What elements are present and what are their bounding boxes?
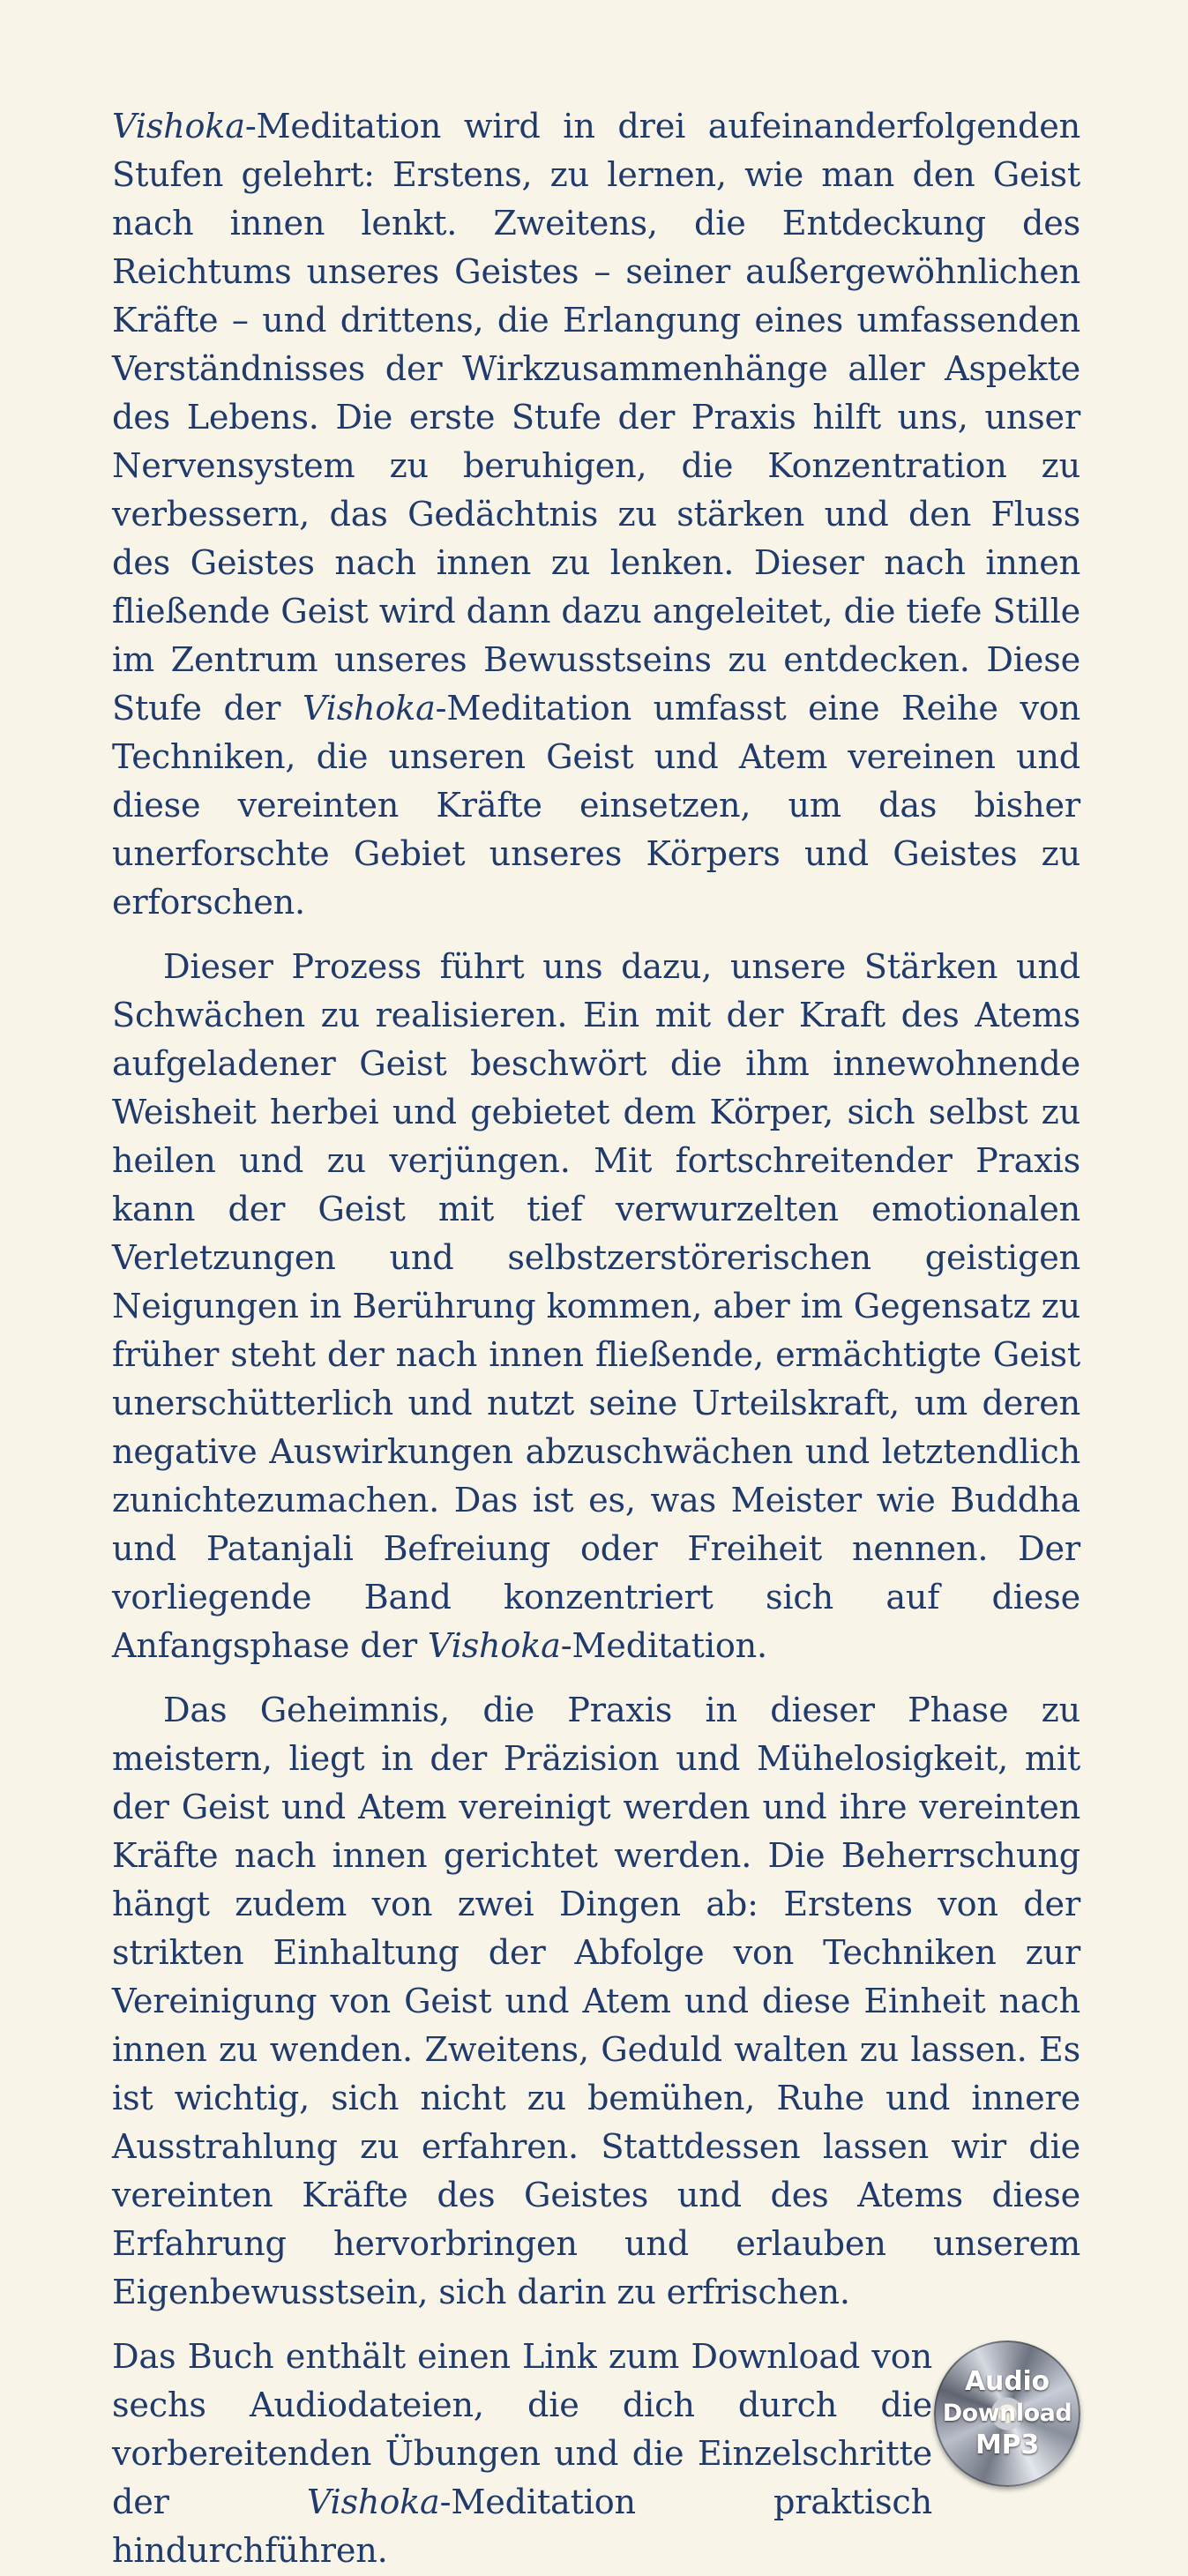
term-vishoka: Vishoka [112, 108, 245, 146]
download-notice [112, 2333, 1080, 2576]
paragraph-3-text: Das Geheimnis, die Praxis in dieser Phase zu meistern, liegt in der Präzision und Mühelosigkeit, mit der Geist und Atem vereinigt werden und ihre vereinten Kräfte nach innen gerichtet werden. Die Beherrschung hängt zudem von zwei Dingen ab: Erstens von der strikten Einhaltung der Abfolge von Techniken zur Vereinigung von Geist und Atem und diese Einheit nach innen zu wenden. Zweitens, Geduld walten zu lassen. Es ist wichtig, sich nicht zu bemühen, Ruhe und innere Ausstrahlung zu erfahren. Stattdessen lassen wir die vereinten Kräfte des Geistes und des Atems diese Erfahrung hervorbringen und erlauben unserem Eigenbewusstsein, sich darin zu erfrischen. [112, 1691, 1080, 2312]
paragraph-4-text: Das Buch enthält einen Link zum Download von sechs Audiodateien, die dich durch die vorbereitenden Übungen und die Einzelschritte der [112, 2338, 932, 2522]
text-page [112, 103, 1080, 2576]
paragraph-1-text: -Meditation wird in drei aufeinanderfolgenden Stufen gelehrt: Erstens, zu lernen, wie man den Geist nach innen lenkt. Zweitens, die Entdeckung des Reichtums unseres Geistes – seiner außergewöhnlichen Kräfte – und drittens, die Erlangung eines umfassenden Verständnisses der Wirkzusammenhänge aller Aspekte des Lebens. Die erste Stufe der Praxis hilft uns, unser Nervensystem zu beruhigen, die Konzentration zu verbessern, das Gedächtnis zu stärken und den Fluss des Geistes nach innen zu lenken. Dieser nach innen fließende Geist wird dann dazu angeleitet, die tiefe Stille im Zentrum unseres Bewusstseins zu entdecken. Diese Stufe der [112, 108, 1080, 728]
paragraph-1 [112, 103, 1080, 928]
paragraph-2 [112, 944, 1080, 1671]
term-vishoka: Vishoka [306, 2483, 440, 2522]
paragraph-3 [112, 1687, 1080, 2318]
audio-download-cd-icon [934, 2341, 1080, 2487]
paragraph-2-text-end: -Meditation. [560, 1627, 767, 1666]
badge-line-download: Download [942, 2400, 1072, 2427]
paragraph-4 [112, 2333, 932, 2576]
term-vishoka: Vishoka [427, 1627, 561, 1666]
paragraph-4-text-end: -Meditation praktisch hindurchführen. [112, 2483, 932, 2571]
term-vishoka: Vishoka [302, 690, 436, 728]
badge-line-audio: Audio [965, 2366, 1050, 2397]
badge-line-mp3: MP3 [975, 2430, 1040, 2460]
paragraph-2-text: Dieser Prozess führt uns dazu, unsere Stärken und Schwächen zu realisieren. Ein mit der Kraft des Atems aufgeladener Geist beschwört die ihm innewohnende Weisheit herbei und gebietet dem Körper, sich selbst zu heilen und zu verjüngen. Mit fortschreitender Praxis kann der Geist mit tief verwurzelten emotionalen Verletzungen und selbstzerstörerischen geistigen Neigungen in Berührung kommen, aber im Gegensatz zu früher steht der nach innen fließende, ermächtigte Geist unerschütterlich und nutzt seine Urteilskraft, um deren negative Auswirkungen abzuschwächen und letztendlich zunichtezumachen. Das ist es, was Meister wie Buddha und Patanjali Befreiung oder Freiheit nennen. Der vorliegende Band konzentriert sich auf diese Anfangsphase der [112, 948, 1080, 1666]
paragraph-1-text-end: -Meditation umfasst eine Reihe von Techniken, die unseren Geist und Atem vereinen und diese vereinten Kräfte einsetzen, um das bisher unerforschte Gebiet unseres Körpers und Geistes zu erforschen. [112, 690, 1080, 922]
